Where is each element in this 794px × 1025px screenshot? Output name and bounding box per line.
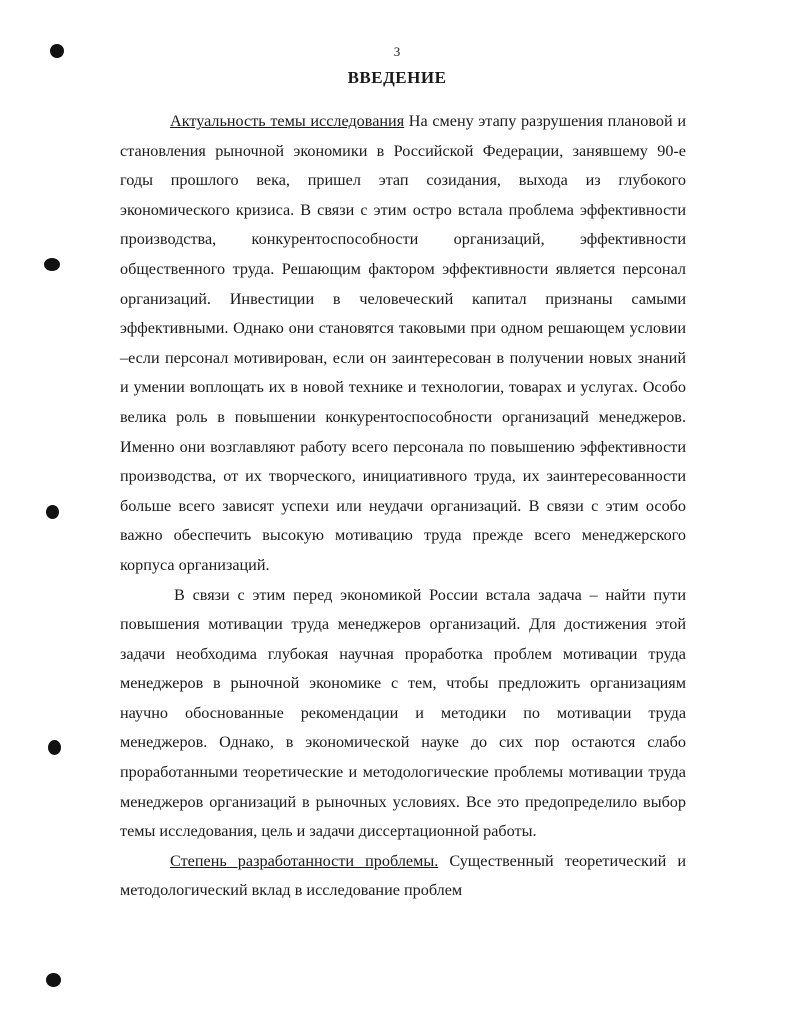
page-number: 3 — [393, 44, 401, 59]
paragraph-relevance — [120, 107, 686, 581]
section-title: ВВЕДЕНИЕ — [347, 68, 447, 87]
punch-hole-mark — [48, 740, 61, 755]
punch-hole-mark — [50, 44, 64, 58]
punch-hole-mark — [44, 258, 60, 271]
development-heading: Степень разработанности проблемы. — [170, 851, 439, 870]
relevance-text: На смену этапу разрушения плановой и становления рыночной экономики в Российской Федерации, занявшему 90-е годы прошлого века, пришел этап созидания, выхода из глубокого экономического кризиса. В связи с этим остро встала проблема эффективности производства, конкурентоспособности организаций, эффективности общественного труда. Решающим фактором эффективности является персонал организаций. Инвестиции в человеческий капитал признаны самыми эффективными. Однако они становятся таковыми при одном решающем условии –если персонал мотивирован, если он заинтересован в получении новых знаний и умении воплощать их в новой технике и технологии, товарах и услугах. Особо велика роль в повышении конкурентоспособности организаций менеджеров. Именно они возглавляют работу всего персонала по повышению эффективности производства, от их творческого, инициативного труда, их заинтересованности больше всего зависят успехи или неудачи организаций. В связи с этим особо важно обеспечить высокую мотивацию труда прежде всего менеджерского корпуса организаций. — [120, 112, 686, 574]
relevance-heading: Актуальность темы исследования — [170, 112, 405, 130]
punch-hole-mark — [46, 973, 61, 987]
punch-hole-mark — [46, 505, 59, 519]
development-text: Существенный теоретический и методологический вклад в исследование проблем — [120, 851, 686, 900]
body-text — [120, 107, 686, 906]
paragraph-task: В связи с этим перед экономикой России встала задача – найти пути повышения мотивации труда менеджеров организаций. Для достижения этой задачи необходима глубокая научная проработка проблем мотивации труда менеджеров в рыночной экономике с тем, чтобы предложить организациям научно обоснованные рекомендации и методики по мотивации труда менеджеров. Однако, в экономической науке до сих пор остаются слабо проработанными теоретические и методологические проблемы мотивации труда менеджеров организаций в рыночных условиях. Все это предопределило выбор темы исследования, цель и задачи диссертационной работы. — [120, 585, 686, 841]
paragraph-development — [120, 847, 686, 906]
